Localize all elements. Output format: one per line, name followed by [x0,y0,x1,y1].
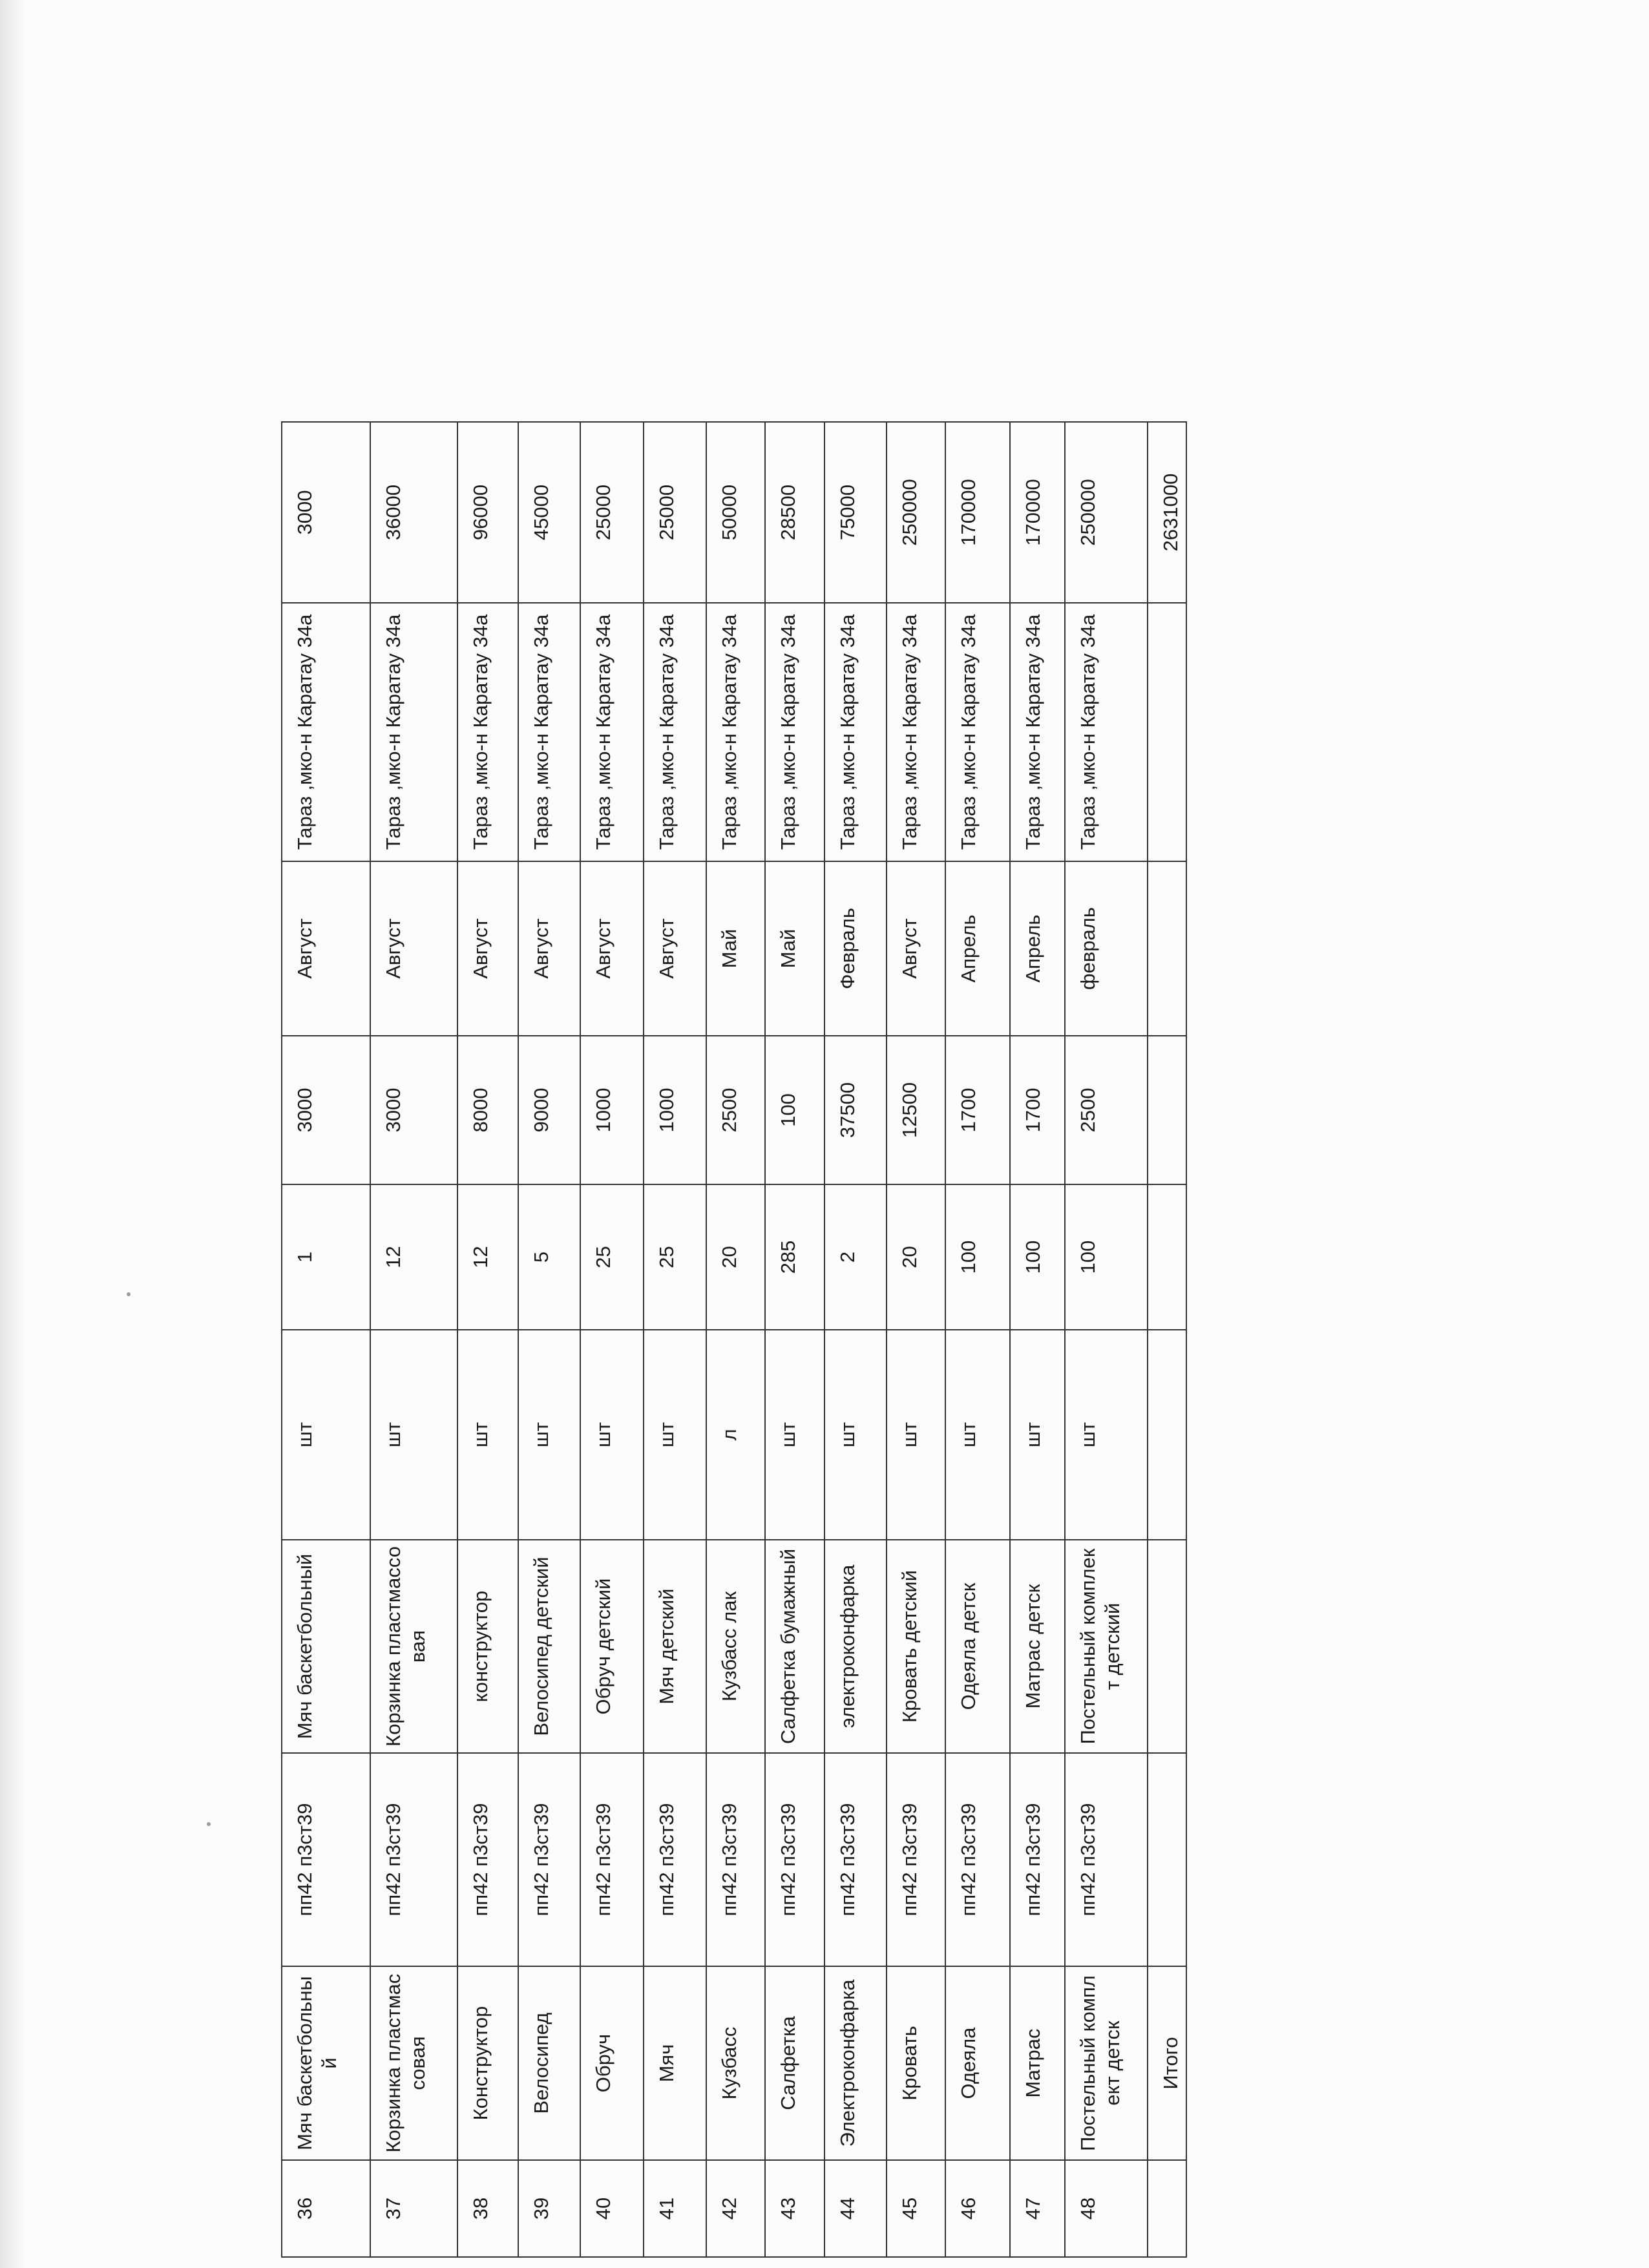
cell-price: 2500 [1065,1036,1148,1184]
cell-price: 1700 [1010,1036,1065,1184]
cell-month: Август [518,861,580,1036]
cell-delivery-place: Тараз ,мко-н Каратау 34а [887,603,945,861]
total-row [1148,422,1186,2257]
cell-description: конструктор [457,1540,518,1753]
cell-price: 100 [765,1036,824,1184]
cell-name: Электроконфарка [824,1966,887,2160]
cell-price: 1700 [945,1036,1010,1184]
cell-sum: 75000 [824,422,887,603]
cell-quantity: 2 [824,1184,887,1330]
cell-delivery-place: Тараз ,мко-н Каратау 34а [1065,603,1148,861]
cell-code: пп42 п3ст39 [1065,1753,1148,1966]
cell-description: Постельный комплект детский [1065,1540,1148,1753]
cell-description: Кровать детский [887,1540,945,1753]
cell-month: Август [282,861,370,1036]
cell-code: пп42 п3ст39 [824,1753,887,1966]
cell-quantity: 100 [1010,1184,1065,1330]
cell-code: пп42 п3ст39 [1010,1753,1065,1966]
cell-price: 9000 [518,1036,580,1184]
cell-month: Апрель [945,861,1010,1036]
cell-unit: шт [644,1330,706,1540]
cell-unit [1148,1330,1186,1540]
cell-sum: 45000 [518,422,580,603]
cell-unit: л [706,1330,765,1540]
cell-delivery-place [1148,603,1186,861]
cell-code: пп42 п3ст39 [457,1753,518,1966]
cell-quantity: 20 [706,1184,765,1330]
cell-month: февраль [1065,861,1148,1036]
cell-delivery-place: Тараз ,мко-н Каратау 34а [580,603,644,861]
table-row [644,422,706,2257]
cell-month: Август [580,861,644,1036]
cell-number: 37 [370,2160,457,2257]
cell-delivery-place: Тараз ,мко-н Каратау 34а [518,603,580,861]
cell-price: 3000 [282,1036,370,1184]
cell-code [1148,1753,1186,1966]
cell-name: Салфетка [765,1966,824,2160]
cell-description: Мяч баскетбольный [282,1540,370,1753]
cell-description [1148,1540,1186,1753]
table-row [1010,422,1065,2257]
cell-unit: шт [282,1330,370,1540]
cell-description: Мяч детский [644,1540,706,1753]
scan-speck [127,1292,131,1296]
cell-unit: шт [580,1330,644,1540]
cell-delivery-place: Тараз ,мко-н Каратау 34а [282,603,370,861]
cell-number: 40 [580,2160,644,2257]
cell-name: Мяч баскетбольный [282,1966,370,2160]
cell-description: электроконфарка [824,1540,887,1753]
cell-description: Салфетка бумажный [765,1540,824,1753]
table-row [706,422,765,2257]
table-row [887,422,945,2257]
table-row [282,422,370,2257]
cell-number: 46 [945,2160,1010,2257]
cell-quantity: 25 [644,1184,706,1330]
cell-delivery-place: Тараз ,мко-н Каратау 34а [644,603,706,861]
cell-description: Кузбасс лак [706,1540,765,1753]
cell-number: 41 [644,2160,706,2257]
cell-name: Матрас [1010,1966,1065,2160]
cell-sum: 3000 [282,422,370,603]
cell-sum: 250000 [1065,422,1148,603]
cell-code: пп42 п3ст39 [518,1753,580,1966]
cell-name: Одеяла [945,1966,1010,2160]
cell-sum: 250000 [887,422,945,603]
cell-sum: 25000 [644,422,706,603]
cell-quantity: 285 [765,1184,824,1330]
cell-number: 39 [518,2160,580,2257]
cell-description: Обруч детский [580,1540,644,1753]
cell-sum: 36000 [370,422,457,603]
cell-quantity: 100 [945,1184,1010,1330]
cell-description: Велосипед детский [518,1540,580,1753]
cell-quantity: 20 [887,1184,945,1330]
cell-name: Мяч [644,1966,706,2160]
cell-month: Февраль [824,861,887,1036]
cell-number: 44 [824,2160,887,2257]
total-label: Итого [1148,1966,1186,2160]
cell-delivery-place: Тараз ,мко-н Каратау 34а [945,603,1010,861]
cell-description: Матрас детск [1010,1540,1065,1753]
cell-quantity: 25 [580,1184,644,1330]
cell-month: Август [370,861,457,1036]
cell-quantity: 12 [370,1184,457,1330]
cell-month: Август [887,861,945,1036]
total-sum: 2631000 [1148,422,1186,603]
cell-delivery-place: Тараз ,мко-н Каратау 34а [706,603,765,861]
cell-name: Корзинка пластмассовая [370,1966,457,2160]
cell-month: Май [765,861,824,1036]
cell-unit: шт [945,1330,1010,1540]
table-row [370,422,457,2257]
cell-quantity: 1 [282,1184,370,1330]
cell-unit: шт [370,1330,457,1540]
cell-name: Велосипед [518,1966,580,2160]
cell-delivery-place: Тараз ,мко-н Каратау 34а [1010,603,1065,861]
table-row [824,422,887,2257]
cell-price: 1000 [644,1036,706,1184]
cell-unit: шт [518,1330,580,1540]
table-row [518,422,580,2257]
cell-month: Август [644,861,706,1036]
table-row [457,422,518,2257]
cell-name: Конструктор [457,1966,518,2160]
table-row [1065,422,1148,2257]
cell-code: пп42 п3ст39 [945,1753,1010,1966]
cell-unit: шт [457,1330,518,1540]
cell-price: 8000 [457,1036,518,1184]
cell-delivery-place: Тараз ,мко-н Каратау 34а [457,603,518,861]
cell-month: Май [706,861,765,1036]
cell-quantity: 12 [457,1184,518,1330]
cell-code: пп42 п3ст39 [765,1753,824,1966]
cell-unit: шт [1065,1330,1148,1540]
cell-sum: 50000 [706,422,765,603]
cell-name: Кузбасс [706,1966,765,2160]
table-row [580,422,644,2257]
cell-number: 45 [887,2160,945,2257]
cell-unit: шт [887,1330,945,1540]
cell-number: 36 [282,2160,370,2257]
cell-code: пп42 п3ст39 [370,1753,457,1966]
cell-code: пп42 п3ст39 [282,1753,370,1966]
cell-sum: 170000 [1010,422,1065,603]
cell-unit: шт [824,1330,887,1540]
cell-number: 38 [457,2160,518,2257]
table-row [765,422,824,2257]
cell-code: пп42 п3ст39 [644,1753,706,1966]
table-row [945,422,1010,2257]
cell-price [1148,1036,1186,1184]
cell-sum: 170000 [945,422,1010,603]
cell-code: пп42 п3ст39 [706,1753,765,1966]
cell-name: Кровать [887,1966,945,2160]
cell-sum: 96000 [457,422,518,603]
cell-quantity: 100 [1065,1184,1148,1330]
cell-sum: 25000 [580,422,644,603]
cell-month: Август [457,861,518,1036]
cell-month: Апрель [1010,861,1065,1036]
procurement-sheet [281,423,1182,2258]
cell-description: Одеяла детск [945,1540,1010,1753]
cell-price: 12500 [887,1036,945,1184]
cell-price: 37500 [824,1036,887,1184]
scan-edge-shadow [0,0,26,2268]
goods-table-body [282,422,1186,2257]
cell-unit: шт [1010,1330,1065,1540]
cell-unit: шт [765,1330,824,1540]
cell-code: пп42 п3ст39 [580,1753,644,1966]
cell-number: 48 [1065,2160,1148,2257]
cell-name: Постельный комплект детск [1065,1966,1148,2160]
goods-table [281,421,1187,2258]
cell-name: Обруч [580,1966,644,2160]
cell-delivery-place: Тараз ,мко-н Каратау 34а [765,603,824,861]
cell-number: 42 [706,2160,765,2257]
cell-delivery-place: Тараз ,мко-н Каратау 34а [370,603,457,861]
cell-price: 2500 [706,1036,765,1184]
scan-speck [207,1822,211,1826]
cell-number: 43 [765,2160,824,2257]
cell-number: 47 [1010,2160,1065,2257]
cell-sum: 28500 [765,422,824,603]
cell-price: 3000 [370,1036,457,1184]
cell-description: Корзинка пластмассовая [370,1540,457,1753]
cell-quantity [1148,1184,1186,1330]
cell-number [1148,2160,1186,2257]
cell-price: 1000 [580,1036,644,1184]
cell-quantity: 5 [518,1184,580,1330]
cell-code: пп42 п3ст39 [887,1753,945,1966]
cell-delivery-place: Тараз ,мко-н Каратау 34а [824,603,887,861]
cell-month [1148,861,1186,1036]
